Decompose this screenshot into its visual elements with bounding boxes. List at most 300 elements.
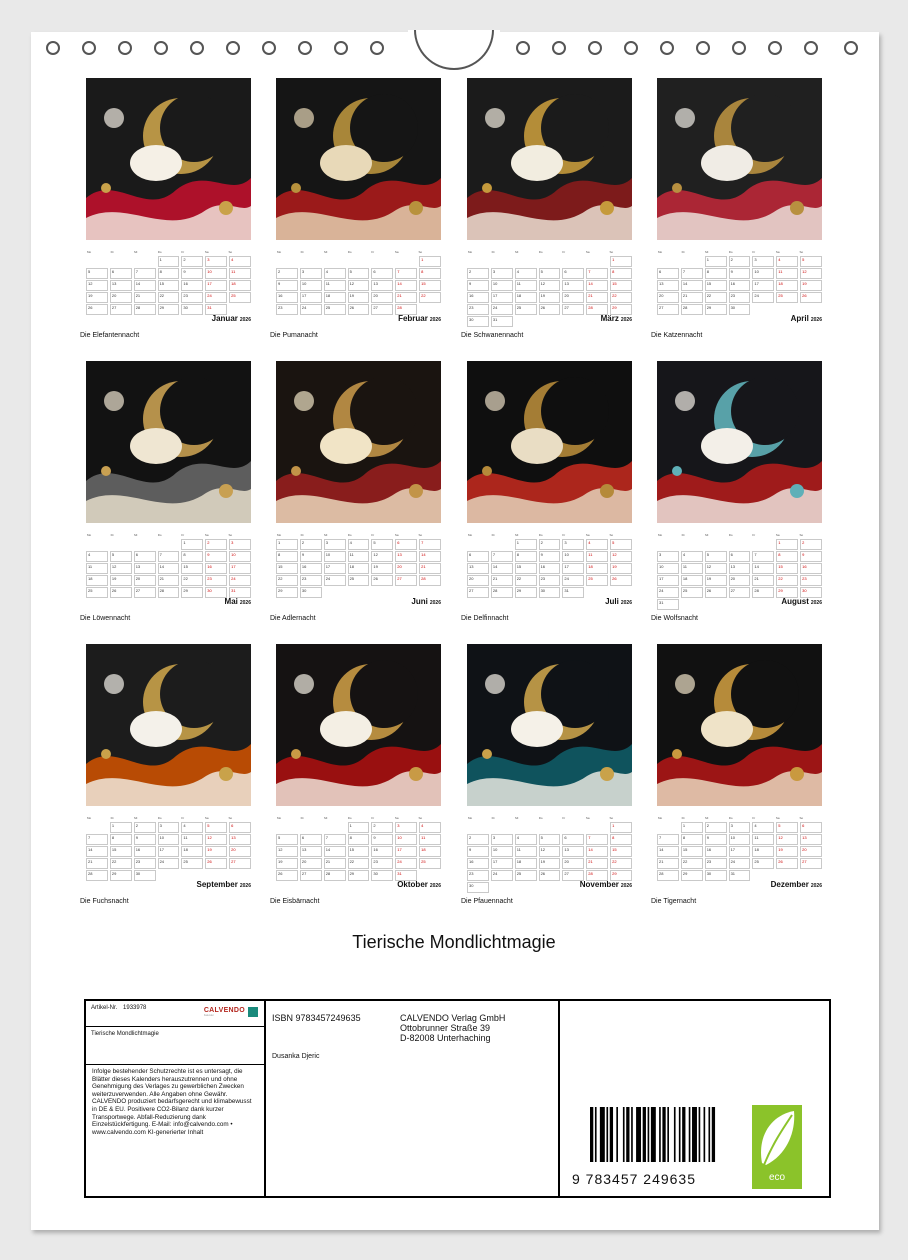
day-cell: 6 — [467, 551, 489, 562]
day-cell: 11 — [586, 551, 608, 562]
day-cell: 24 — [752, 292, 774, 303]
binding-ring — [82, 41, 96, 55]
weekday-label: Di — [491, 816, 495, 820]
publisher-name: CALVENDO Verlag GmbH — [400, 1013, 506, 1023]
weekday-label: Di — [300, 533, 304, 537]
day-cell: 31 — [729, 870, 751, 881]
day-cell: 4 — [515, 834, 537, 845]
day-cell: 8 — [348, 834, 370, 845]
info-panel — [84, 999, 831, 1198]
day-cell: 17 — [324, 563, 346, 574]
day-cell: 20 — [134, 575, 156, 586]
day-cell: 20 — [395, 563, 417, 574]
empty-cell — [491, 539, 513, 550]
month-name-text: Mai — [224, 597, 238, 606]
binding-ring — [226, 41, 240, 55]
day-cell: 24 — [562, 575, 584, 586]
empty-cell — [705, 539, 727, 550]
barcode-number: 9 783457 249635 — [572, 1171, 696, 1187]
day-cell: 3 — [752, 256, 774, 267]
weekday-label: Di — [110, 250, 114, 254]
day-cell: 5 — [610, 539, 632, 550]
day-cell: 21 — [586, 292, 608, 303]
day-cell: 4 — [586, 539, 608, 550]
day-cell: 1 — [515, 539, 537, 550]
eco-label: eco — [768, 1172, 786, 1183]
day-cell: 3 — [395, 822, 417, 833]
month-year: 2026 — [620, 317, 632, 323]
day-cell: 22 — [776, 575, 798, 586]
empty-cell — [515, 256, 537, 267]
weekday-label: So — [609, 250, 614, 254]
month-name — [601, 314, 632, 323]
day-cell: 8 — [681, 834, 703, 845]
day-cell: 1 — [276, 539, 298, 550]
day-cell: 1 — [348, 822, 370, 833]
day-cell: 11 — [86, 563, 108, 574]
weekday-label: Do — [728, 816, 733, 820]
day-cell: 10 — [158, 834, 180, 845]
barcode-bar — [606, 1107, 608, 1162]
day-cell: 7 — [681, 268, 703, 279]
barcode-bar — [623, 1107, 625, 1162]
month-calendar-grid — [86, 816, 251, 881]
month-name-text: April — [790, 314, 809, 323]
weekday-label: So — [418, 533, 423, 537]
day-cell: 20 — [800, 846, 822, 857]
month-name-text: September — [196, 880, 238, 889]
day-cell: 25 — [419, 858, 441, 869]
day-cell: 18 — [681, 575, 703, 586]
barcode-bar — [699, 1107, 701, 1162]
day-cell: 9 — [467, 280, 489, 291]
day-cell: 19 — [86, 292, 108, 303]
info-left-column — [86, 1001, 266, 1196]
month-page — [461, 361, 632, 622]
month-calendar-grid — [657, 816, 822, 881]
weekday-label: Do — [157, 250, 162, 254]
day-cell: 18 — [586, 563, 608, 574]
month-year: 2026 — [810, 317, 822, 323]
barcode-bar — [600, 1107, 605, 1162]
day-cell: 23 — [276, 304, 298, 315]
month-calendar-grid — [276, 533, 441, 598]
day-cell: 17 — [752, 280, 774, 291]
empty-cell — [562, 256, 584, 267]
day-cell: 26 — [205, 858, 227, 869]
barcode-bar — [610, 1107, 613, 1162]
month-year: 2026 — [810, 883, 822, 889]
day-cell: 27 — [562, 870, 584, 881]
day-cell: 8 — [776, 551, 798, 562]
month-calendar-grid — [657, 250, 822, 315]
day-cell: 13 — [729, 563, 751, 574]
month-artwork — [657, 644, 822, 806]
month-caption: Die Eisbärnacht — [270, 898, 320, 905]
weekday-label: Do — [157, 533, 162, 537]
day-cell: 27 — [229, 858, 251, 869]
barcode-bar — [643, 1107, 646, 1162]
weekday-label: Sa — [585, 533, 590, 537]
calvendo-mark-icon — [248, 1007, 258, 1017]
day-cell: 29 — [515, 587, 537, 598]
day-cell: 7 — [752, 551, 774, 562]
day-cell: 16 — [371, 846, 393, 857]
day-cell: 18 — [752, 846, 774, 857]
weekday-label: Fr — [752, 816, 756, 820]
day-cell: 13 — [562, 846, 584, 857]
day-cell: 15 — [276, 563, 298, 574]
day-cell: 22 — [419, 292, 441, 303]
day-cell: 26 — [705, 587, 727, 598]
month-artwork — [467, 644, 632, 806]
day-cell: 29 — [610, 870, 632, 881]
day-cell: 22 — [610, 292, 632, 303]
day-cell: 16 — [181, 280, 203, 291]
day-cell: 20 — [371, 292, 393, 303]
day-cell: 4 — [419, 822, 441, 833]
day-cell: 10 — [491, 280, 513, 291]
weekday-label: Fr — [752, 250, 756, 254]
day-cell: 27 — [300, 870, 322, 881]
day-cell: 19 — [539, 292, 561, 303]
day-cell: 17 — [229, 563, 251, 574]
day-cell: 31 — [491, 316, 513, 327]
month-name-text: Dezember — [770, 880, 809, 889]
month-artwork — [467, 361, 632, 523]
day-cell: 19 — [348, 292, 370, 303]
day-cell: 20 — [562, 858, 584, 869]
weekday-label: Do — [728, 250, 733, 254]
day-cell: 10 — [205, 268, 227, 279]
legal-notice: Infolge bestehender Schutzrechte ist es untersagt, die Blätter dieses Kalenders herauszutrennen und ohne Genehmigung des Verlages zu gewerblichen Zwecken weiterzuverwenden. Alle Angaben ohne Gewähr. CALVENDO produziert bedarfsgerecht und klimabewusst in DE & EU. Positivere CO2-Bilanz dank kurzer Transportwege. Abfall-Reduzierung dank Einzelstückfertigung. E-Mail: info@calvendo.com • www.calvendo.com KI-generierter Inhalt — [92, 1068, 252, 1136]
weekday-label: Do — [347, 250, 352, 254]
day-cell: 27 — [562, 304, 584, 315]
weekday-label: Sa — [394, 250, 399, 254]
day-cell: 11 — [229, 268, 251, 279]
day-cell: 24 — [657, 587, 679, 598]
empty-cell — [110, 256, 132, 267]
month-name — [771, 880, 822, 889]
weekday-label: Do — [347, 816, 352, 820]
day-cell: 23 — [467, 304, 489, 315]
day-cell: 1 — [610, 822, 632, 833]
weekday-label: Mo — [468, 533, 473, 537]
weekday-label: Fr — [562, 816, 566, 820]
day-cell: 12 — [800, 268, 822, 279]
month-calendar-grid — [276, 250, 441, 315]
month-artwork — [86, 361, 251, 523]
day-cell: 1 — [776, 539, 798, 550]
day-cell: 2 — [276, 268, 298, 279]
day-cell: 16 — [134, 846, 156, 857]
day-cell: 10 — [324, 551, 346, 562]
day-cell: 13 — [229, 834, 251, 845]
day-cell: 9 — [705, 834, 727, 845]
day-cell: 30 — [467, 316, 489, 327]
month-page — [651, 361, 822, 622]
barcode-bar — [682, 1107, 685, 1162]
day-cell: 7 — [586, 268, 608, 279]
day-cell: 13 — [371, 280, 393, 291]
day-cell: 17 — [205, 280, 227, 291]
month-year: 2026 — [239, 883, 251, 889]
day-cell: 27 — [800, 858, 822, 869]
day-cell: 19 — [800, 280, 822, 291]
day-cell: 12 — [86, 280, 108, 291]
day-cell: 24 — [229, 575, 251, 586]
day-cell: 22 — [515, 575, 537, 586]
day-cell: 24 — [158, 858, 180, 869]
day-cell: 25 — [229, 292, 251, 303]
day-cell: 3 — [300, 268, 322, 279]
month-page — [651, 644, 822, 905]
month-name — [781, 597, 822, 606]
day-cell: 15 — [776, 563, 798, 574]
month-page — [80, 78, 251, 339]
day-cell: 28 — [395, 304, 417, 315]
calvendo-brand-sub: Kalender — [203, 1014, 214, 1017]
empty-cell — [467, 256, 489, 267]
day-cell: 28 — [158, 587, 180, 598]
leaf-icon — [752, 1105, 802, 1175]
day-cell: 29 — [705, 304, 727, 315]
day-cell: 14 — [395, 280, 417, 291]
month-year: 2026 — [620, 600, 632, 606]
day-cell: 14 — [158, 563, 180, 574]
day-cell: 21 — [752, 575, 774, 586]
day-cell: 9 — [205, 551, 227, 562]
month-page — [461, 644, 632, 905]
day-cell: 5 — [86, 268, 108, 279]
month-name — [212, 314, 251, 323]
day-cell: 25 — [586, 575, 608, 586]
month-name-text: Januar — [211, 314, 238, 323]
barcode-bar — [651, 1107, 656, 1162]
month-calendar-grid — [276, 816, 441, 881]
day-cell: 19 — [610, 563, 632, 574]
month-name — [791, 314, 822, 323]
day-cell: 24 — [395, 858, 417, 869]
empty-cell — [657, 539, 679, 550]
day-cell: 3 — [562, 539, 584, 550]
day-cell: 17 — [300, 292, 322, 303]
weekday-label: Di — [491, 250, 495, 254]
month-artwork — [657, 78, 822, 240]
empty-cell — [467, 539, 489, 550]
empty-cell — [395, 256, 417, 267]
day-cell: 12 — [539, 846, 561, 857]
day-cell: 12 — [539, 280, 561, 291]
day-cell: 7 — [395, 268, 417, 279]
day-cell: 20 — [657, 292, 679, 303]
day-cell: 15 — [610, 846, 632, 857]
day-cell: 5 — [776, 822, 798, 833]
month-calendar-grid — [467, 533, 632, 598]
day-cell: 27 — [395, 575, 417, 586]
weekday-label: So — [609, 533, 614, 537]
day-cell: 28 — [419, 575, 441, 586]
day-cell: 11 — [324, 280, 346, 291]
month-page — [270, 644, 441, 905]
empty-cell — [300, 256, 322, 267]
weekday-label: So — [799, 250, 804, 254]
isbn: ISBN 9783457249635 — [272, 1013, 361, 1023]
day-cell: 14 — [657, 846, 679, 857]
day-cell: 12 — [705, 563, 727, 574]
weekday-label: Mi — [705, 533, 709, 537]
day-cell: 10 — [229, 551, 251, 562]
day-cell: 3 — [491, 268, 513, 279]
month-name — [605, 597, 632, 606]
weekday-label: Fr — [562, 533, 566, 537]
binding-ring — [334, 41, 348, 55]
day-cell: 2 — [467, 834, 489, 845]
binding-ring — [844, 41, 858, 55]
weekday-label: Mi — [134, 816, 138, 820]
day-cell: 12 — [348, 280, 370, 291]
day-cell: 24 — [205, 292, 227, 303]
weekday-label: Fr — [562, 250, 566, 254]
binding-ring — [154, 41, 168, 55]
empty-cell — [467, 822, 489, 833]
day-cell: 26 — [610, 575, 632, 586]
month-name — [411, 597, 441, 606]
weekday-label: Di — [110, 533, 114, 537]
day-cell: 25 — [324, 304, 346, 315]
day-cell: 26 — [539, 870, 561, 881]
day-cell: 7 — [419, 539, 441, 550]
day-cell: 16 — [205, 563, 227, 574]
empty-cell — [491, 822, 513, 833]
weekday-label: So — [418, 816, 423, 820]
day-cell: 5 — [539, 834, 561, 845]
weekday-label: Mi — [134, 533, 138, 537]
weekday-label: Fr — [752, 533, 756, 537]
weekday-label: Mo — [658, 250, 663, 254]
day-cell: 17 — [491, 858, 513, 869]
barcode — [590, 1107, 720, 1162]
day-cell: 2 — [371, 822, 393, 833]
day-cell: 11 — [515, 846, 537, 857]
month-artwork — [657, 361, 822, 523]
day-cell: 22 — [348, 858, 370, 869]
day-cell: 8 — [110, 834, 132, 845]
day-cell: 9 — [467, 846, 489, 857]
day-cell: 20 — [562, 292, 584, 303]
month-artwork — [86, 78, 251, 240]
day-cell: 20 — [300, 858, 322, 869]
day-cell: 3 — [205, 256, 227, 267]
day-cell: 8 — [515, 551, 537, 562]
day-cell: 13 — [395, 551, 417, 562]
month-year: 2026 — [429, 600, 441, 606]
day-cell: 2 — [205, 539, 227, 550]
day-cell: 31 — [205, 304, 227, 315]
month-page — [651, 78, 822, 339]
empty-cell — [515, 822, 537, 833]
day-cell: 25 — [515, 870, 537, 881]
weekday-label: Di — [300, 250, 304, 254]
day-cell: 2 — [705, 822, 727, 833]
month-name — [197, 880, 251, 889]
empty-cell — [300, 822, 322, 833]
day-cell: 18 — [515, 858, 537, 869]
binding-ring — [190, 41, 204, 55]
day-cell: 18 — [229, 280, 251, 291]
day-cell: 2 — [800, 539, 822, 550]
day-cell: 25 — [515, 304, 537, 315]
month-page — [461, 78, 632, 339]
binding-ring — [262, 41, 276, 55]
weekday-label: Sa — [775, 250, 780, 254]
day-cell: 21 — [491, 575, 513, 586]
day-cell: 6 — [300, 834, 322, 845]
day-cell: 10 — [300, 280, 322, 291]
weekday-label: Mo — [87, 816, 92, 820]
day-cell: 6 — [229, 822, 251, 833]
empty-cell — [539, 822, 561, 833]
day-cell: 30 — [705, 870, 727, 881]
day-cell: 30 — [800, 587, 822, 598]
barcode-bar — [626, 1107, 629, 1162]
weekday-label: Mi — [134, 250, 138, 254]
day-cell: 1 — [110, 822, 132, 833]
empty-cell — [562, 822, 584, 833]
day-cell: 29 — [276, 587, 298, 598]
month-name — [225, 597, 251, 606]
day-cell: 30 — [371, 870, 393, 881]
day-cell: 31 — [657, 599, 679, 610]
empty-cell — [371, 256, 393, 267]
day-cell: 18 — [515, 292, 537, 303]
day-cell: 1 — [705, 256, 727, 267]
day-cell: 24 — [491, 304, 513, 315]
day-cell: 23 — [705, 858, 727, 869]
weekday-label: Sa — [204, 816, 209, 820]
barcode-bar — [674, 1107, 676, 1162]
month-caption: Die Schwanennacht — [461, 332, 524, 339]
day-cell: 19 — [110, 575, 132, 586]
empty-cell — [134, 256, 156, 267]
day-cell: 16 — [276, 292, 298, 303]
day-cell: 5 — [705, 551, 727, 562]
day-cell: 21 — [657, 858, 679, 869]
day-cell: 21 — [395, 292, 417, 303]
day-cell: 27 — [134, 587, 156, 598]
weekday-label: Di — [491, 533, 495, 537]
day-cell: 9 — [134, 834, 156, 845]
day-cell: 11 — [515, 280, 537, 291]
day-cell: 4 — [229, 256, 251, 267]
day-cell: 9 — [729, 268, 751, 279]
day-cell: 3 — [324, 539, 346, 550]
month-page — [270, 78, 441, 339]
day-cell: 6 — [729, 551, 751, 562]
month-year: 2026 — [429, 317, 441, 323]
day-cell: 29 — [158, 304, 180, 315]
weekday-label: Mo — [658, 816, 663, 820]
weekday-label: Sa — [775, 533, 780, 537]
day-cell: 10 — [562, 551, 584, 562]
day-cell: 7 — [657, 834, 679, 845]
day-cell: 2 — [181, 256, 203, 267]
weekday-label: Mo — [277, 250, 282, 254]
day-cell: 16 — [705, 846, 727, 857]
day-cell: 19 — [539, 858, 561, 869]
weekday-label: Do — [538, 816, 543, 820]
month-artwork — [86, 644, 251, 806]
